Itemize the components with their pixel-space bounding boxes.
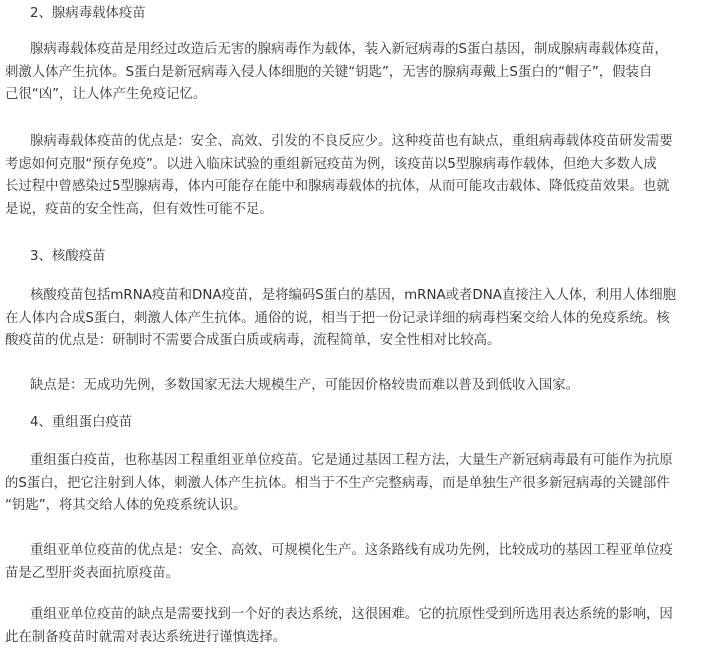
- paragraph: [5, 285, 703, 353]
- paragraph-line: 此在制备疫苗时就需对表达系统进行谨慎选择。: [5, 629, 287, 645]
- section-heading: 4、重组蛋白疫苗: [30, 415, 133, 430]
- paragraph-line: “钥匙”，将其交给人体的免疫系统认识。: [5, 498, 247, 513]
- paragraph: [5, 540, 703, 585]
- paragraph-line: 考虑如何克服“预存免疫”。以进入临床试验的重组新冠疫苗为例，该疫苗以5型腺病毒作载体，但绝大多数人成: [5, 156, 657, 172]
- paragraph-line: 的S蛋白，把它注射到人体，刺激人体产生抗体。相当于不生产完整病毒，而是单独生产很多新冠病毒的关键部件: [5, 475, 670, 491]
- paragraph: [5, 131, 703, 221]
- paragraph-line: 重组亚单位疫苗的优点是：安全、高效、可规模化生产。这条路线有成功先例，比较成功的基因工程亚单位疫: [30, 543, 673, 558]
- section-heading: 2、腺病毒载体疫苗: [30, 6, 146, 21]
- paragraph-line: 核酸疫苗包括mRNA疫苗和DNA疫苗，是将编码S蛋白的基因，mRNA或者DNA直接注入人体，利用人体细胞: [30, 288, 676, 303]
- paragraph-line: 重组蛋白疫苗，也称基因工程重组亚单位疫苗。它是通过基因工程方法，大量生产新冠病毒最有可能作为抗原: [30, 453, 673, 468]
- paragraph: [5, 604, 703, 649]
- paragraph-line: 苗是乙型肝炎表面抗原疫苗。: [5, 565, 180, 581]
- paragraph: [5, 39, 703, 107]
- paragraph-line: 长过程中曾感染过5型腺病毒，体内可能存在能中和腺病毒载体的抗体，从而可能攻击载体、降低疫苗效果。也就: [5, 179, 670, 194]
- paragraph-line: 己很“凶”，让人体产生免疫记忆。: [5, 87, 207, 102]
- paragraph-line: 酸疫苗的优点是：研制时不需要合成蛋白质或病毒，流程简单，安全性相对比较高。: [5, 333, 501, 348]
- paragraph-line: 腺病毒载体疫苗的优点是：安全、高效、引发的不良反应少。这种疫苗也有缺点，重组病毒载体疫苗研发需要: [30, 134, 673, 149]
- paragraph-line: 缺点是：无成功先例，多数国家无法大规模生产，可能因价格较贵而难以普及到低收入国家。: [30, 378, 580, 393]
- paragraph-line: 重组亚单位疫苗的缺点是需要找到一个好的表达系统，这很困难。它的抗原性受到所选用表达系统的影响，因: [30, 607, 673, 622]
- paragraph-line: 在人体内合成S蛋白，刺激人体产生抗体。通俗的说，相当于把一份记录详细的病毒档案交给人体的免疫系统。核: [5, 310, 670, 326]
- paragraph: [5, 375, 703, 398]
- paragraph-line: 腺病毒载体疫苗是用经过改造后无害的腺病毒作为载体，装入新冠病毒的S蛋白基因，制成腺病毒载体疫苗，: [30, 42, 668, 57]
- paragraph-line: 是说，疫苗的安全性高，但有效性可能不足。: [5, 201, 273, 217]
- section-heading: 3、核酸疫苗: [30, 249, 106, 264]
- paragraph: [5, 450, 703, 518]
- paragraph-line: 刺激人体产生抗体。S蛋白是新冠病毒入侵人体细胞的关键“钥匙”，无害的腺病毒戴上S蛋白的“帽子”，假装自: [5, 64, 653, 80]
